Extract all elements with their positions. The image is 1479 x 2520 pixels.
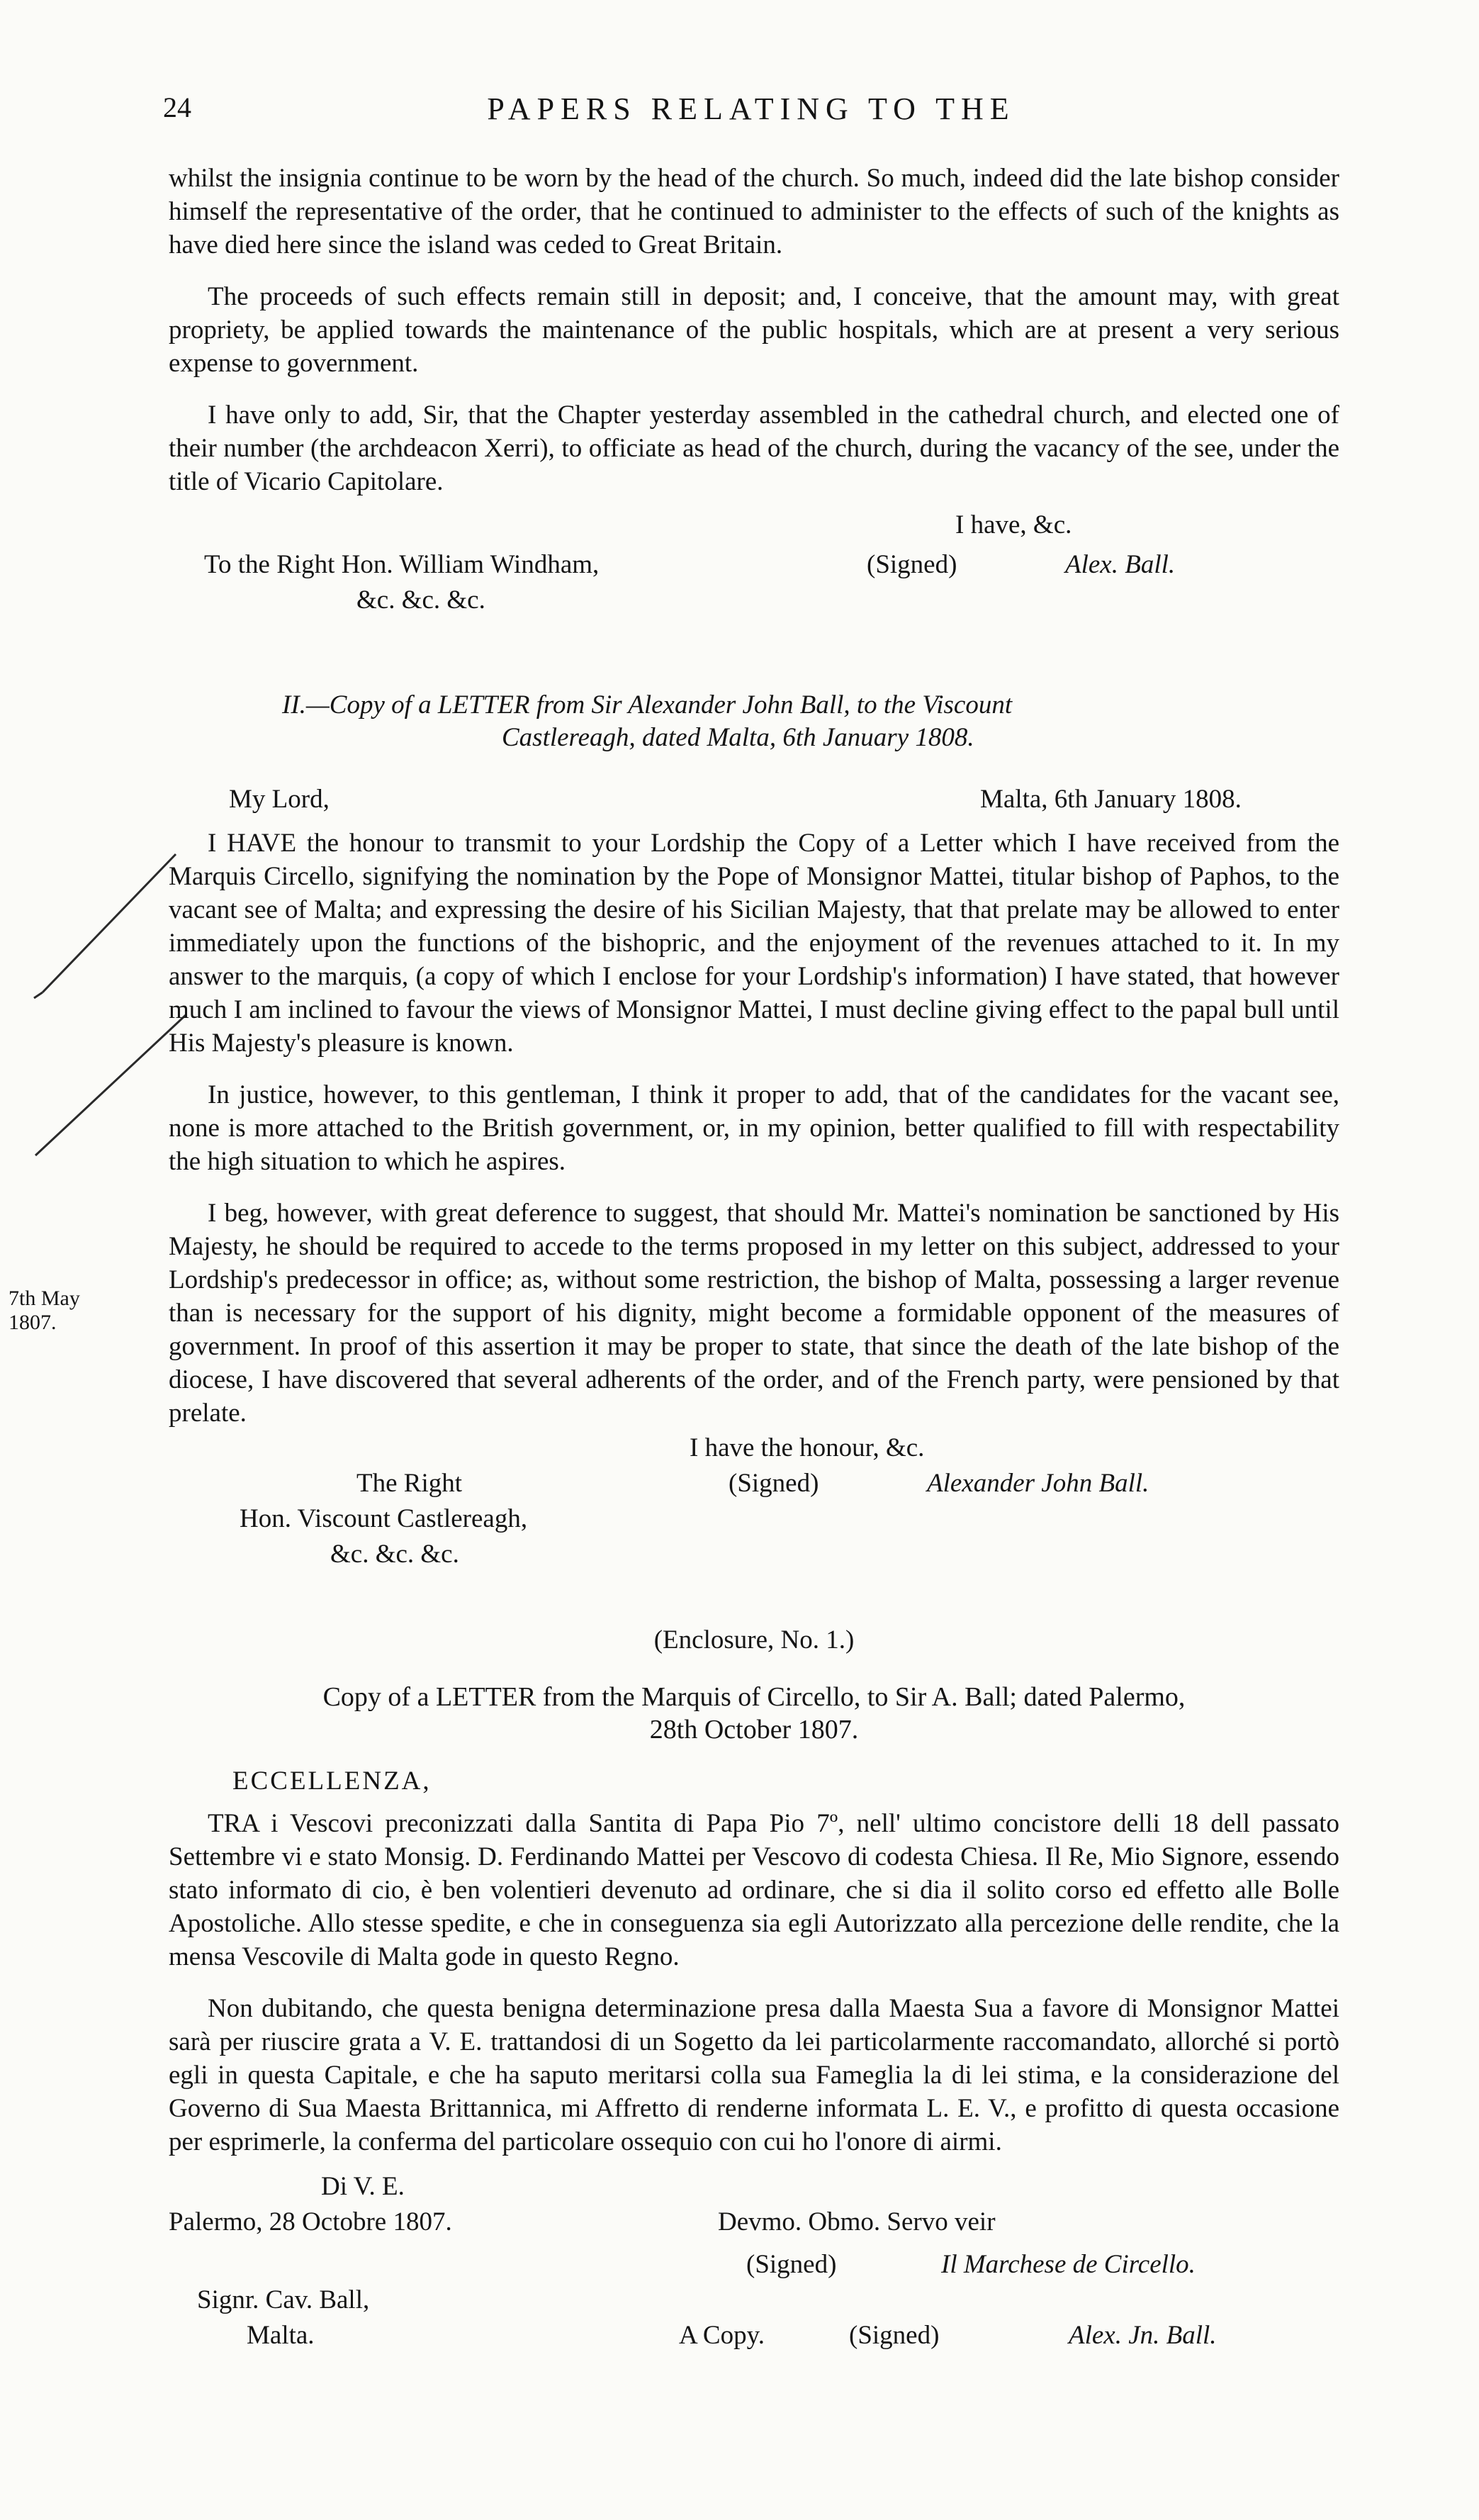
letter1-closing: I have, &c.: [955, 510, 1072, 539]
margin-note-line: 1807.: [9, 1311, 57, 1334]
letter2-dateline: Malta, 6th January 1808.: [980, 785, 1242, 814]
letter1-paragraph: I have only to add, Sir, that the Chapter yesterday assembled in the cathedral church, and elected one of their number (the archdeacon Xerri), to officiate as head of the church, during the vacancy of the see, under the title of Vicario Capitolare.: [169, 401, 1339, 496]
letter1-paragraph: whilst the insignia continue to be worn by the head of the church. So much, indeed did the late bishop consider himself the representative of the order, that he continued to administer to the effects of such of the knights as have died here since the island was ceded to Great Britain.: [169, 164, 1339, 259]
letter2-heading-line2: Castlereagh, dated Malta, 6th January 1808.: [502, 723, 974, 752]
letter2-addressee-etc: &c. &c. &c.: [330, 1540, 459, 1569]
enclosure-di-ve: Di V. E.: [321, 2172, 405, 2201]
page-header: [163, 91, 1339, 133]
letter2-signature: Alexander John Ball.: [927, 1469, 1149, 1498]
letter2-paragraph: In justice, however, to this gentleman, I think it proper to add, that of the candidates for the vacant see, none is more attached to the British government, or, in my opinion, better qualified to fill with respectability the high situation to which he aspires.: [169, 1080, 1339, 1176]
enclosure-heading-line1: Copy of a LETTER from the Marquis of Circello, to Sir A. Ball; dated Palermo,: [322, 1682, 1186, 1712]
enclosure-paragraph: Non dubitando, che questa benigna determinazione presa dalla Maesta Sua a favore di Monsignor Mattei sarà per riuscire grata a V. E. trattandosi di un Sogetto da lei particolarmente raccomandato, allorché si portò egli in questa Capitale, e che ha saputo meritarsi colla sua Fameglia la di lei stima, e la considerazione del Governo di Sua Maesta Brittannica, mi Affretto di renderne informata L. E. V., e profitto di questa occasione per esprimerle, la conferma del particolare ossequio con cui ho l'onore di airmi.: [169, 1994, 1339, 2156]
margin-note-line: 7th May: [9, 1287, 80, 1310]
enclosure: [169, 1623, 1339, 2354]
enclosure-servo: Devmo. Obmo. Servo veir: [718, 2207, 996, 2236]
margin-note: [9, 1287, 80, 1335]
signed-label: (Signed): [746, 2250, 837, 2279]
letter1-paragraph: The proceeds of such effects remain still in deposit; and, I conceive, that the amount may, with great propriety, be applied towards the maintenance of the public hospitals, which are at present a very serious expense to government.: [169, 282, 1339, 378]
enclosure-place-date: Palermo, 28 Octobre 1807.: [169, 2207, 452, 2236]
letter2-heading: [169, 689, 1339, 754]
enclosure-signature-copy: Alex. Jn. Ball.: [1069, 2321, 1217, 2350]
enclosure-addressee-place: Malta.: [247, 2321, 315, 2350]
enclosure-heading: [169, 1681, 1339, 1746]
letter2-heading-line1: II.—Copy of a LETTER from Sir Alexander John Ball, to the Viscount: [282, 690, 1013, 719]
page-number: 24: [163, 91, 191, 123]
signed-label: (Signed): [849, 2321, 940, 2350]
letter1-addressee: To the Right Hon. William Windham,: [204, 550, 600, 579]
letter1-signature: Alex. Ball.: [1065, 550, 1176, 579]
running-head: PAPERS RELATING TO THE: [487, 91, 1016, 126]
letter2: [169, 689, 1339, 1573]
signed-label: (Signed): [729, 1469, 819, 1498]
letter2-closing: I have the honour, &c.: [690, 1433, 925, 1462]
letter2-paragraph: I beg, however, with great deference to suggest, that should Mr. Mattei's nomination be sanctioned by His Majesty, he should be required to accede to the terms proposed in my letter on this subject, addressed to your Lordship's predecessor in office; as, without some restriction, the bishop of Malta, possessing a larger revenue than is necessary for the support of his dignity, might become a formidable opponent of the measures of government. In proof of this assertion it may be proper to state, that since the death of the late bishop of the diocese, I have discovered that several adherents of the order, and of the French party, were pensioned by that prelate.: [169, 1199, 1339, 1428]
signed-label: (Signed): [867, 550, 957, 579]
letter2-salutation: My Lord,: [229, 785, 330, 814]
letter2-addressee: Hon. Viscount Castlereagh,: [240, 1504, 528, 1533]
letter1: [169, 162, 1339, 619]
enclosure-addressee: Signr. Cav. Ball,: [197, 2285, 370, 2314]
enclosure-signature: Il Marchese de Circello.: [941, 2250, 1196, 2279]
letter1-addressee-etc: &c. &c. &c.: [356, 586, 485, 615]
enclosure-label: (Enclosure, No. 1.): [653, 1625, 855, 1654]
copy-label: A Copy.: [679, 2321, 765, 2350]
enclosure-heading-line2: 28th October 1807.: [649, 1715, 859, 1745]
letter2-addressee: The Right: [356, 1469, 463, 1498]
letter2-paragraph: I HAVE the honour to transmit to your Lordship the Copy of a Letter which I have received from the Marquis Circello, signifying the nomination by the Pope of Monsignor Mattei, titular bishop of Paphos, to the vacant see of Malta; and expressing the desire of his Sicilian Majesty, that that prelate may be allowed to enter immediately upon the functions of the bishopric, and the enjoyment of the revenues attached to it. In my answer to the marquis, (a copy of which I enclose for your Lordship's information) I have stated, that however much I am inclined to favour the views of Monsignor Mattei, I must decline giving effect to the papal bull until His Majesty's pleasure is known.: [169, 829, 1339, 1058]
enclosure-paragraph: TRA i Vescovi preconizzati dalla Santita di Papa Pio 7º, nell' ultimo concistore delli 18 dell passato Settembre vi e stato Monsig. D. Ferdinando Mattei per Vescovo di codesta Chiesa. Il Re, Mio Signore, essendo stato informato di cio, è ben volentieri devenuto ad ordinare, che si dia il solito corso ed effetto alle Bolle Apostoliche. Allo stesse spedite, e che in conseguenza sia egli Autorizzato alla percezione delle rendite, che la mensa Vescovile di Malta gode in questo Regno.: [169, 1809, 1339, 1971]
enclosure-salutation: ECCELLENZA,: [232, 1766, 432, 1796]
